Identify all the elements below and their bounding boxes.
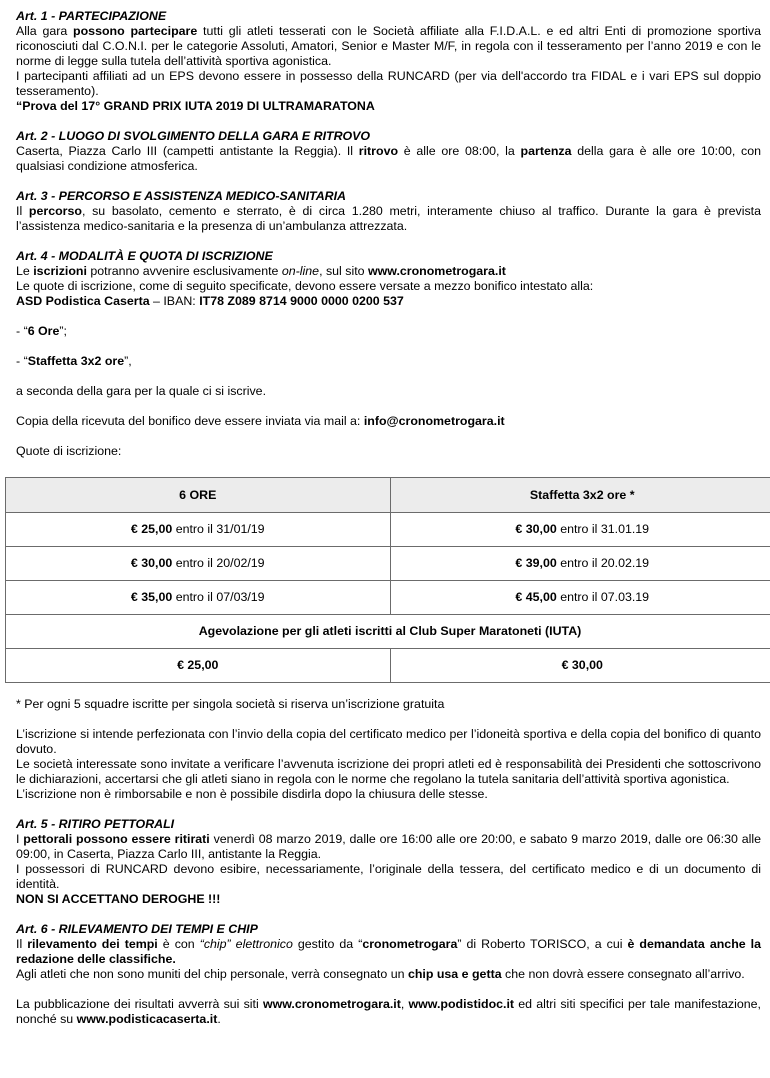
bold-text: ritrovo	[358, 144, 399, 158]
italic-text: “chip” elettronico	[199, 937, 293, 951]
table-cell	[6, 513, 391, 547]
art4-title: Art. 4 - MODALITÀ E QUOTA DI ISCRIZIONE	[16, 249, 273, 263]
note-2: Le società interessate sono invitate a verificare l’avvenuta iscrizione dei propri atleti ed è responsabilità dei Presidenti che sottoscrivono le dichiarazioni, accertarsi che gli atleti siano in regola con le norme che regolano la tutela sanitaria dell’attività sportiva agonistica.	[16, 757, 761, 786]
deadline: entro il 07.03.19	[556, 590, 650, 604]
deadline: entro il 31.01.19	[556, 522, 650, 536]
art5-warning	[16, 892, 761, 907]
art2-paragraph	[16, 144, 761, 174]
bold-text: è demandata anche la redazione delle classifiche.	[16, 937, 762, 966]
footnote: * Per ogni 5 squadre iscritte per singola società si riserva un’iscrizione gratuita	[16, 697, 445, 711]
deadline: entro il 20/02/19	[172, 556, 265, 570]
bold-text: ASD Podistica Caserta	[16, 294, 150, 308]
website-link[interactable]: www.podisticacaserta.it	[76, 1012, 218, 1026]
text: ”;	[59, 324, 67, 338]
bold-text: chip usa e getta	[407, 967, 502, 981]
art3-paragraph	[16, 204, 761, 234]
website-link[interactable]: www.podistidoc.it	[408, 997, 515, 1011]
text: La pubblicazione dei risultati avverrà sui siti	[16, 997, 263, 1011]
text: Copia della ricevuta del bonifico deve essere inviata via mail a:	[16, 414, 364, 428]
art6-paragraph-2	[16, 967, 761, 982]
text: - “	[16, 324, 28, 338]
text: , su basolato, cemento e sterrato, è di circa 1.280 metri, interamente chiuso al traffico. Durante la gara è prevista l’assistenza medico-sanitaria e la presenza di un’ambulanza attrezzata.	[16, 204, 761, 233]
text: è con	[157, 937, 200, 951]
deadline: entro il 20.02.19	[556, 556, 650, 570]
table-cell	[390, 547, 770, 581]
text: tutti gli atleti tesserati con le Società affiliate alla F.I.D.A.L. e ed altri Enti di promozione sportiva riconosciuti dal C.O.N.I. per le categorie Assoluti, Amatori, Senior e Master M/F, in regola con il tesseramento per l’anno 2019 e con le norme di legge sulla tutela dell’attività sportiva agonistica.	[16, 24, 761, 68]
club-discount-cell	[6, 615, 770, 649]
table-cell	[6, 547, 391, 581]
price: € 45,00	[515, 590, 557, 604]
text: della gara è alle ore 10:00, con qualsiasi condizione atmosferica.	[16, 144, 762, 173]
text: ”,	[124, 354, 132, 368]
price: € 39,00	[515, 556, 557, 570]
column-header: Staffetta 3x2 ore *	[390, 478, 770, 513]
art3-title: Art. 3 - PERCORSO E ASSISTENZA MEDICO-SANITARIA	[16, 189, 346, 203]
text: Agli atleti che non sono muniti del chip personale, verrà consegnato un	[16, 967, 408, 981]
text: gestito da “	[292, 937, 363, 951]
table-cell	[390, 513, 770, 547]
price: € 30,00	[515, 522, 557, 536]
club-discount-label: Agevolazione per gli atleti iscritti al Club Super Maratoneti (IUTA)	[198, 624, 582, 638]
table-row	[6, 649, 770, 683]
website-link[interactable]: www.cronometrogara.it	[262, 997, 401, 1011]
art6-title: Art. 6 - RILEVAMENTO DEI TEMPI E CHIP	[16, 922, 258, 936]
price: € 30,00	[561, 658, 603, 672]
table-cell	[6, 649, 391, 683]
art5-title: Art. 5 - RITIRO PETTORALI	[16, 817, 175, 831]
iban-value: IT78 Z089 8714 9000 0000 0200 537	[199, 294, 404, 308]
art4-line-2: Le quote di iscrizione, come di seguito specificate, devono essere versate a mezzo bonifico intestato alla:	[16, 279, 594, 293]
email-link[interactable]: info@cronometrogara.it	[363, 414, 505, 428]
art6-paragraph-3	[16, 997, 761, 1027]
text: ” di Roberto TORISCO, a cui	[457, 937, 628, 951]
price: € 35,00	[130, 590, 173, 604]
option-staffetta	[16, 354, 761, 369]
art5-paragraph-2: I possessori di RUNCARD devono esibire, necessariamente, l’originale della tessera, del certificato medico e di un documento di identità.	[16, 862, 761, 891]
note-3: L’iscrizione non è rimborsabile e non è possibile disdirla dopo la chiusura delle stesse.	[16, 787, 488, 801]
text: Il	[16, 204, 29, 218]
art6-paragraph-1	[16, 937, 761, 967]
price: € 30,00	[130, 556, 173, 570]
text: Caserta, Piazza Carlo III (campetti antistante la Reggia). Il	[16, 144, 359, 158]
art4-iban	[16, 294, 761, 309]
deadline: entro il 31/01/19	[172, 522, 265, 536]
bold-text: 6 Ore	[27, 324, 60, 338]
bold-text: Staffetta 3x2 ore	[27, 354, 125, 368]
art4-line-6: Quote di iscrizione:	[16, 444, 122, 458]
price: € 25,00	[130, 522, 173, 536]
art1-paragraph-1	[16, 24, 761, 69]
art4-line-5	[16, 414, 761, 429]
deadline: entro il 07/03/19	[172, 590, 265, 604]
text: venerdì 08 marzo 2019, dalle ore 16:00 alle ore 20:00, e sabato 9 marzo 2019, dalle ore 06:30 alle 09:00, in Caserta, Piazza Carlo III, antistante la Reggia.	[16, 832, 761, 861]
text: potranno avvenire esclusivamente	[86, 264, 282, 278]
text: Le	[16, 264, 34, 278]
text: ,	[400, 997, 409, 1011]
text: – IBAN:	[149, 294, 200, 308]
table-cell	[390, 581, 770, 615]
table-row-club	[6, 615, 770, 649]
bold-text: rilevamento dei tempi	[27, 937, 158, 951]
text: è alle ore 08:00, la	[398, 144, 521, 158]
table-header-row	[6, 478, 770, 513]
bold-text: pettorali possono essere ritirati	[23, 832, 210, 846]
art2-title: Art. 2 - LUOGO DI SVOLGIMENTO DELLA GARA E RITROVO	[16, 129, 371, 143]
regulation-page	[16, 9, 761, 459]
art4-line-4: a seconda della gara per la quale ci si iscrive.	[16, 384, 267, 398]
text: Il	[16, 937, 28, 951]
art4-line-1	[16, 264, 761, 279]
table-cell	[390, 649, 770, 683]
note-1: L’iscrizione si intende perfezionata con l’invio della copia del certificato medico per l’idoneità sportiva e della copia del bonifico di quanto dovuto.	[16, 727, 761, 756]
art1-title: Art. 1 - PARTECIPAZIONE	[16, 9, 167, 23]
text: Alla gara	[16, 24, 74, 38]
column-header: 6 ORE	[6, 478, 391, 513]
fees-table	[5, 477, 770, 683]
option-6-ore	[16, 324, 761, 339]
website-link[interactable]: www.cronometrogara.it	[367, 264, 506, 278]
price: € 25,00	[177, 658, 219, 672]
bold-text: “Prova del 17° GRAND PRIX IUTA 2019 DI ULTRAMARATONA	[16, 99, 375, 113]
art1-paragraph-2: I partecipanti affiliati ad un EPS devono essere in possesso della RUNCARD (per via dell'accordo tra FIDAL e i vari EPS sul doppio tesseramento).	[16, 69, 761, 98]
text: .	[217, 1012, 221, 1026]
text: ed altri siti specifici per tale manifestazione, nonché su	[16, 997, 761, 1026]
bold-text: possono partecipare	[73, 24, 198, 38]
text: , sul sito	[319, 264, 368, 278]
text: che non dovrà essere consegnato all’arrivo.	[501, 967, 745, 981]
bold-text: cronometrogara	[362, 937, 458, 951]
table-row	[6, 547, 770, 581]
regulation-page-lower	[16, 697, 761, 1027]
italic-text: on-line	[281, 264, 320, 278]
text: I	[16, 832, 24, 846]
text: - “	[16, 354, 28, 368]
bold-text: partenza	[520, 144, 572, 158]
art5-paragraph-1	[16, 832, 761, 862]
bold-text: iscrizioni	[33, 264, 87, 278]
art1-grand-prix	[16, 99, 761, 114]
table-row	[6, 513, 770, 547]
table-cell	[6, 581, 391, 615]
bold-text: NON SI ACCETTANO DEROGHE !!!	[16, 892, 221, 906]
table-row	[6, 581, 770, 615]
bold-text: percorso	[28, 204, 82, 218]
